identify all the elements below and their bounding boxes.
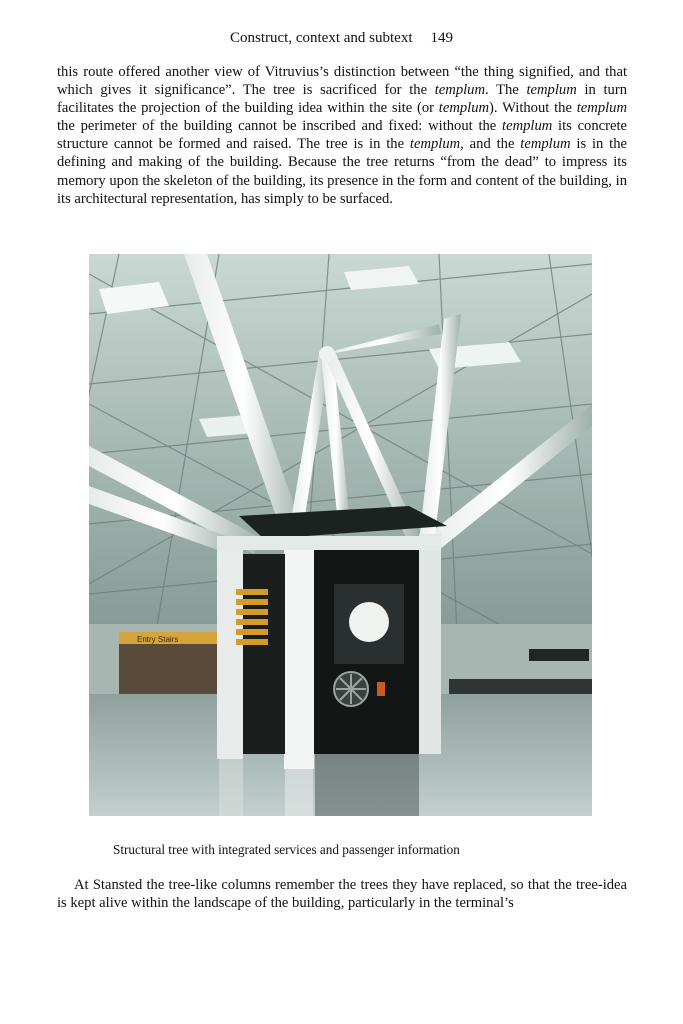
figure-photo bbox=[89, 254, 592, 816]
italic-term: templum bbox=[520, 136, 571, 153]
running-head bbox=[0, 30, 683, 47]
shop-sign-text: Entry Stairs bbox=[137, 635, 179, 644]
running-head-title: Construct, context and subtext bbox=[230, 30, 413, 46]
floor-reflection bbox=[285, 769, 313, 816]
body-paragraph-2 bbox=[57, 876, 627, 912]
service-pod bbox=[243, 554, 285, 754]
column bbox=[284, 539, 314, 769]
fire-extinguisher bbox=[377, 682, 385, 696]
text-run: the perimeter of the building cannot be inscribed and fixed: without the bbox=[57, 118, 503, 135]
text-run: ). Without the bbox=[489, 100, 577, 117]
strut-node bbox=[319, 346, 335, 362]
page-number: 149 bbox=[430, 30, 453, 46]
text-run: At Stansted the tree-like columns remember the trees they have replaced, so that the tree-idea is kept alive within the landscape of the building, particularly in the terminal’s bbox=[57, 877, 627, 912]
body-paragraph-1 bbox=[57, 63, 627, 208]
floor-reflection bbox=[219, 759, 243, 816]
italic-term: templum bbox=[434, 82, 486, 99]
check-in-desk bbox=[529, 649, 589, 661]
text-run: . The bbox=[485, 82, 527, 99]
figure-caption: Structural tree with integrated services and passenger information bbox=[113, 842, 460, 857]
italic-term: templum bbox=[438, 100, 490, 117]
italic-term: templum bbox=[526, 82, 577, 99]
text-run: and the bbox=[463, 136, 521, 153]
italic-term: templum bbox=[576, 100, 628, 117]
text-run: in turn facilitates the projection of the building idea within the site (or bbox=[57, 82, 627, 117]
vent-blades bbox=[336, 674, 366, 704]
text-run: is in the defining and making of the building. Because the tree returns “from the dead” to impress its memory upon the skeleton of the building, its presence in the form and content of the building, in its architectural representation, has simply to be surfaced. bbox=[57, 136, 627, 207]
clock-face bbox=[349, 602, 389, 642]
italic-term: templum bbox=[502, 118, 553, 135]
text-run: this route offered another view of Vitruvius’s distinction between “the thing signified, and that which gives it significance”. The tree is sacrificed for the bbox=[57, 64, 627, 99]
shop-front bbox=[119, 639, 219, 699]
column-beam bbox=[217, 536, 441, 550]
column bbox=[419, 534, 441, 754]
italic-term: templum, bbox=[409, 136, 464, 153]
text-run: its concrete structure cannot be formed and raised. The tree is in the bbox=[57, 118, 627, 153]
floor-reflection bbox=[315, 754, 419, 816]
column bbox=[217, 544, 243, 759]
